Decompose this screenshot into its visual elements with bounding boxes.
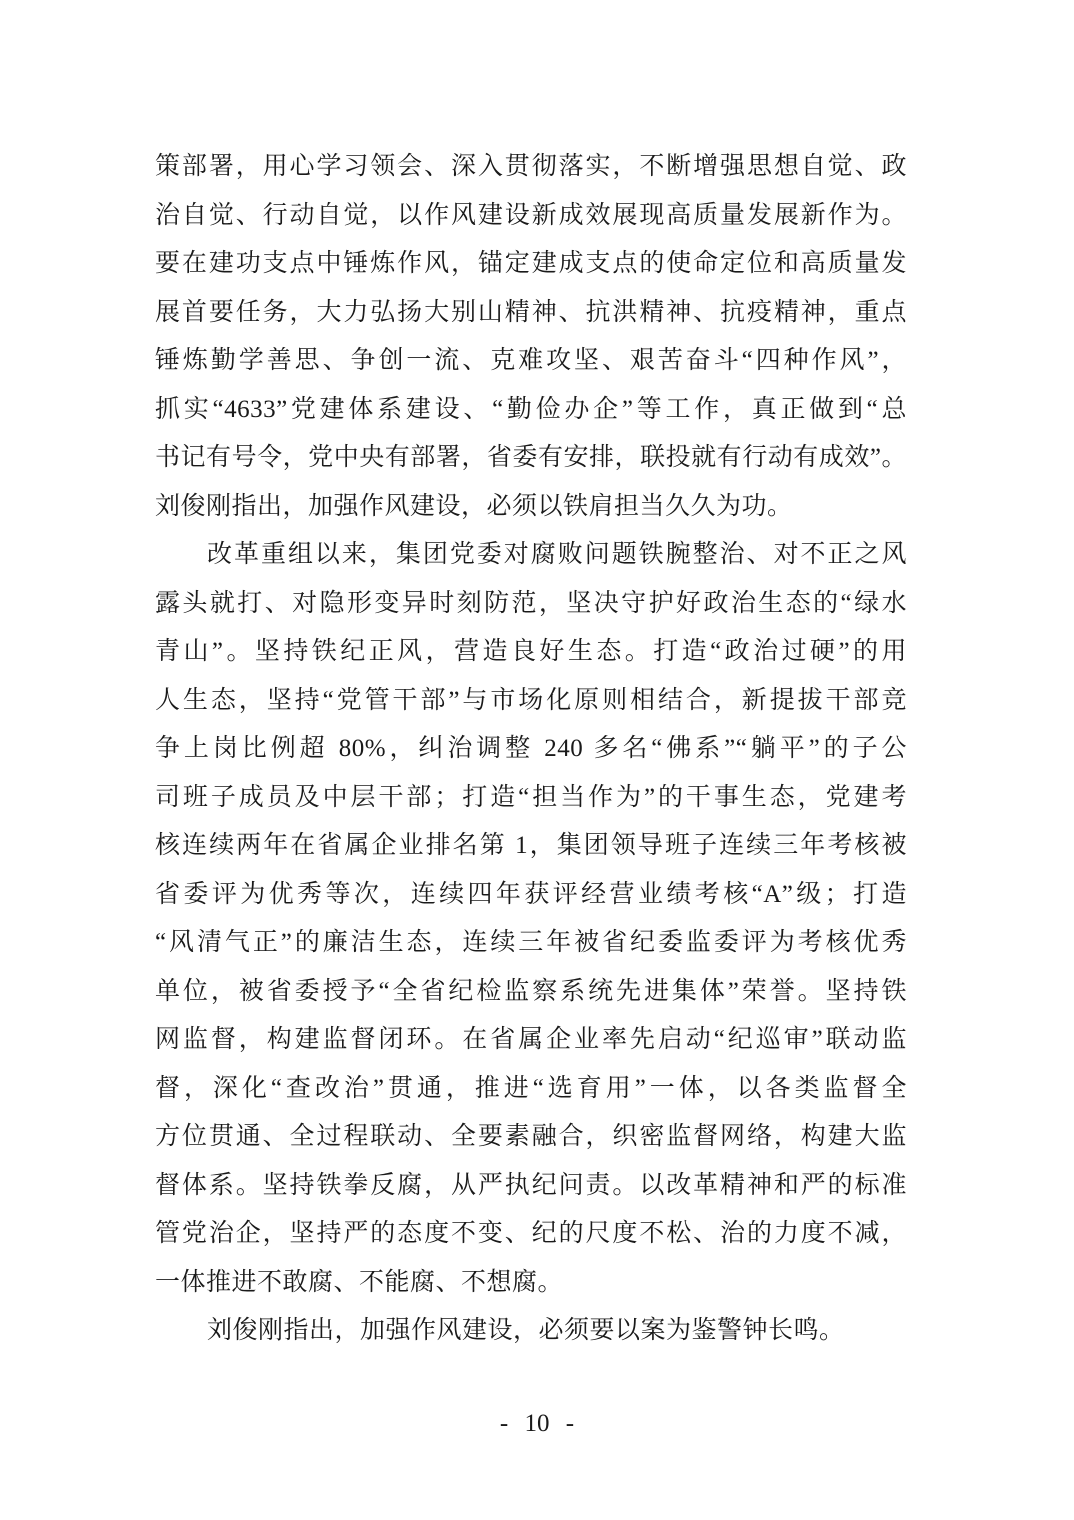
text-line: 核连续两年在省属企业排名第 1，集团领导班子连续三年考核被 xyxy=(155,832,907,859)
text-line: “风清气正”的廉洁生态，连续三年被省纪委监委评为考核优秀 xyxy=(155,929,907,956)
document-body xyxy=(155,143,907,1356)
text-line: 人生态，坚持“党管干部”与市场化原则相结合，新提拔干部竞 xyxy=(155,686,907,714)
text-line: 省委评为优秀等次，连续四年获评经营业绩考核“A”级；打造 xyxy=(155,880,907,908)
text-line: 督体系。坚持铁拳反腐，从严执纪问责。以改革精神和严的标准 xyxy=(155,1171,907,1199)
text-line: 刘俊刚指出，加强作风建设，必须要以案为鉴警钟长鸣。 xyxy=(207,1317,845,1344)
text-line: 展首要任务，大力弘扬大别山精神、抗洪精神、抗疫精神，重点 xyxy=(155,298,907,326)
text-line: 要在建功支点中锤炼作风，锚定建成支点的使命定位和高质量发 xyxy=(155,250,907,277)
text-line: 方位贯通、全过程联动、全要素融合，织密监督网络，构建大监 xyxy=(155,1123,907,1150)
text-line: 治自觉、行动自觉，以作风建设新成效展现高质量发展新作为。 xyxy=(155,201,907,229)
text-line: 网监督，构建监督闭环。在省属企业率先启动“纪巡审”联动监 xyxy=(155,1026,907,1053)
text-line: 司班子成员及中层干部；打造“担当作为”的干事生态，党建考 xyxy=(155,783,907,811)
text-line: 书记有号令，党中央有部署，省委有安排，联投就有行动有成效”。 xyxy=(155,444,907,471)
text-line: 争上岗比例超 80%，纠治调整 240 多名“佛系”“躺平”的子公 xyxy=(155,735,907,762)
text-line: 一体推进不敢腐、不能腐、不想腐。 xyxy=(155,1268,564,1296)
text-line: 刘俊刚指出，加强作风建设，必须以铁肩担当久久为功。 xyxy=(155,492,793,520)
text-line: 露头就打、对隐形变异时刻防范，坚决守护好政治生态的“绿水 xyxy=(155,589,907,617)
text-line: 改革重组以来，集团党委对腐败问题铁腕整治、对不正之风 xyxy=(207,541,907,568)
text-line: 策部署，用心学习领会、深入贯彻落实，不断增强思想自觉、政 xyxy=(155,153,907,180)
page-number: - 10 - xyxy=(499,1410,575,1437)
text-line: 管党治企，坚持严的态度不变、纪的尺度不松、治的力度不减， xyxy=(155,1220,907,1247)
text-line: 锤炼勤学善思、争创一流、克难攻坚、艰苦奋斗“四种作风”， xyxy=(155,347,907,374)
text-line: 青山”。坚持铁纪正风，营造良好生态。打造“政治过硬”的用 xyxy=(155,638,907,665)
text-line: 督，深化“查改治”贯通，推进“选育用”一体，以各类监督全 xyxy=(155,1074,907,1102)
text-line: 单位，被省委授予“全省纪检监察系统先进集体”荣誉。坚持铁 xyxy=(155,977,907,1005)
text-line: 抓实“4633”党建体系建设、“勤俭办企”等工作，真正做到“总 xyxy=(155,395,907,423)
